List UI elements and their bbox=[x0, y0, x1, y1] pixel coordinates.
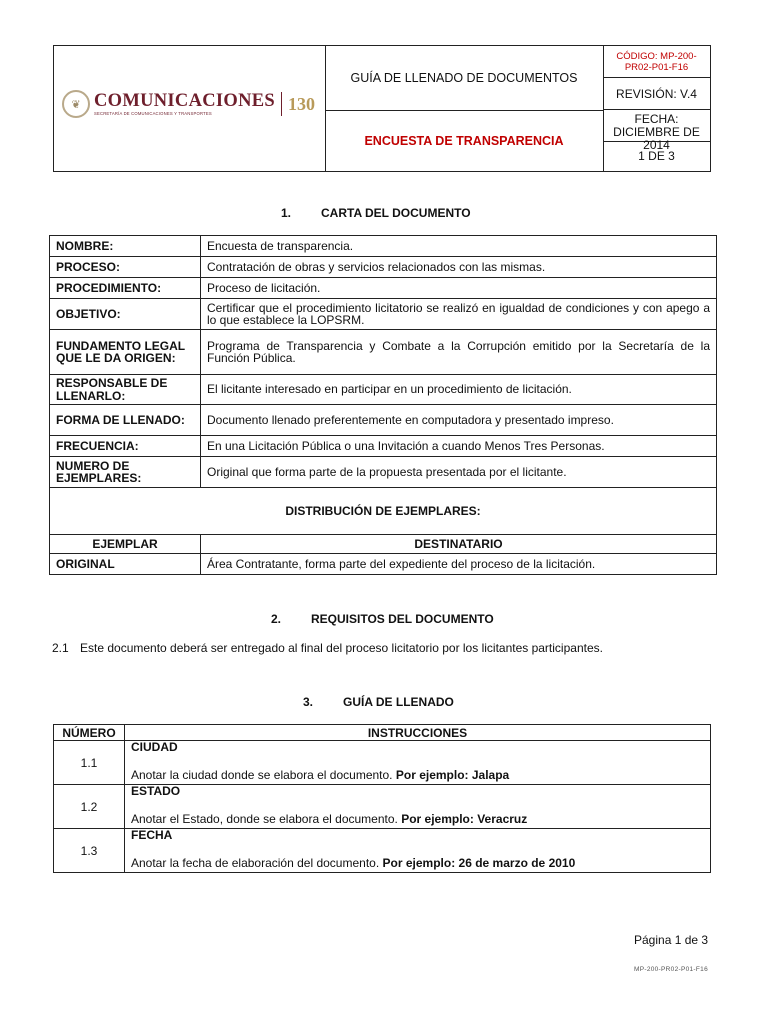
guide-title: GUÍA DE LLENADO DE DOCUMENTOS bbox=[325, 46, 603, 111]
col-destinatario: DESTINATARIO bbox=[201, 535, 717, 554]
form-title: ENCUESTA DE TRANSPARENCIA bbox=[364, 134, 564, 148]
table-row: ORIGINAL Área Contratante, forma parte del expediente del proceso de la licitación. bbox=[50, 554, 717, 575]
logo-sub-text: SECRETARÍA DE COMUNICACIONES Y TRANSPORTES bbox=[94, 111, 212, 116]
table-row: FRECUENCIA: En una Licitación Pública o una Invitación a cuando Menos Tres Personas. bbox=[50, 436, 717, 457]
distribution-header-row bbox=[50, 535, 717, 554]
revision: REVISIÓN: V.4 bbox=[603, 78, 710, 110]
section-3-heading: 3. GUÍA DE LLENADO bbox=[303, 695, 454, 709]
logo-main-text: COMUNICACIONES bbox=[94, 91, 275, 111]
anniversary-mark: 130 bbox=[288, 94, 315, 114]
sct-logo bbox=[62, 90, 315, 118]
table-row: FUNDAMENTO LEGAL QUE LE DA ORIGEN: Programa de Transparencia y Combate a la Corrupción emitido por la Secretaría de la Función Pública. bbox=[50, 330, 717, 375]
document-header bbox=[53, 45, 711, 172]
table-row: 1.3 FECHA Anotar la fecha de elaboración del documento. Por ejemplo: 26 de marzo de 2010 bbox=[54, 829, 711, 873]
footer-code: MP-200-PR02-P01-F16 bbox=[634, 966, 708, 973]
table-row: FORMA DE LLENADO: Documento llenado preferentemente en computadora y presentado impreso. bbox=[50, 405, 717, 436]
document-card-table bbox=[49, 235, 717, 575]
footer-page-number: Página 1 de 3 bbox=[634, 933, 709, 947]
table-row: RESPONSABLE DE LLENARLO: El licitante interesado en participar en un procedimiento de licitación. bbox=[50, 375, 717, 405]
table-row: OBJETIVO: Certificar que el procedimiento licitatorio se realizó en igualdad de condiciones y con apego a lo que establece la LOPSRM. bbox=[50, 299, 717, 330]
distribution-row bbox=[50, 488, 717, 535]
document-code: CÓDIGO: MP-200-PR02-P01-F16 bbox=[603, 46, 710, 78]
distribution-title: DISTRIBUCIÓN DE EJEMPLARES: bbox=[50, 488, 717, 535]
page-count: 1 DE 3 bbox=[638, 149, 675, 163]
fill-guide-table bbox=[53, 724, 711, 873]
issue-date: FECHA: DICIEMBRE DE 2014 bbox=[603, 110, 710, 142]
table-row: PROCESO: Contratación de obras y servicios relacionados con las mismas. bbox=[50, 257, 717, 278]
table-row: 1.2 ESTADO Anotar el Estado, donde se elabora el documento. Por ejemplo: Veracruz bbox=[54, 785, 711, 829]
table-row: PROCEDIMIENTO: Proceso de licitación. bbox=[50, 278, 717, 299]
logo-cell bbox=[54, 46, 326, 171]
section-2-heading: 2. REQUISITOS DEL DOCUMENTO bbox=[271, 612, 494, 626]
requirement-2-1: 2.1 Este documento deberá ser entregado al final del proceso licitatorio por los licitantes participantes. bbox=[52, 641, 603, 655]
col-ejemplar: EJEMPLAR bbox=[50, 535, 201, 554]
table-row: NOMBRE: Encuesta de transparencia. bbox=[50, 236, 717, 257]
national-seal-icon: ❦ bbox=[62, 90, 90, 118]
table-row: NUMERO DE EJEMPLARES: Original que forma parte de la propuesta presentada por el licitante. bbox=[50, 457, 717, 488]
col-numero: NÚMERO bbox=[54, 725, 125, 741]
col-instrucciones: INSTRUCCIONES bbox=[125, 725, 711, 741]
table-header-row bbox=[54, 725, 711, 741]
section-1-heading: 1. CARTA DEL DOCUMENTO bbox=[281, 206, 471, 220]
table-row: 1.1 CIUDAD Anotar la ciudad donde se elabora el documento. Por ejemplo: Jalapa bbox=[54, 741, 711, 785]
